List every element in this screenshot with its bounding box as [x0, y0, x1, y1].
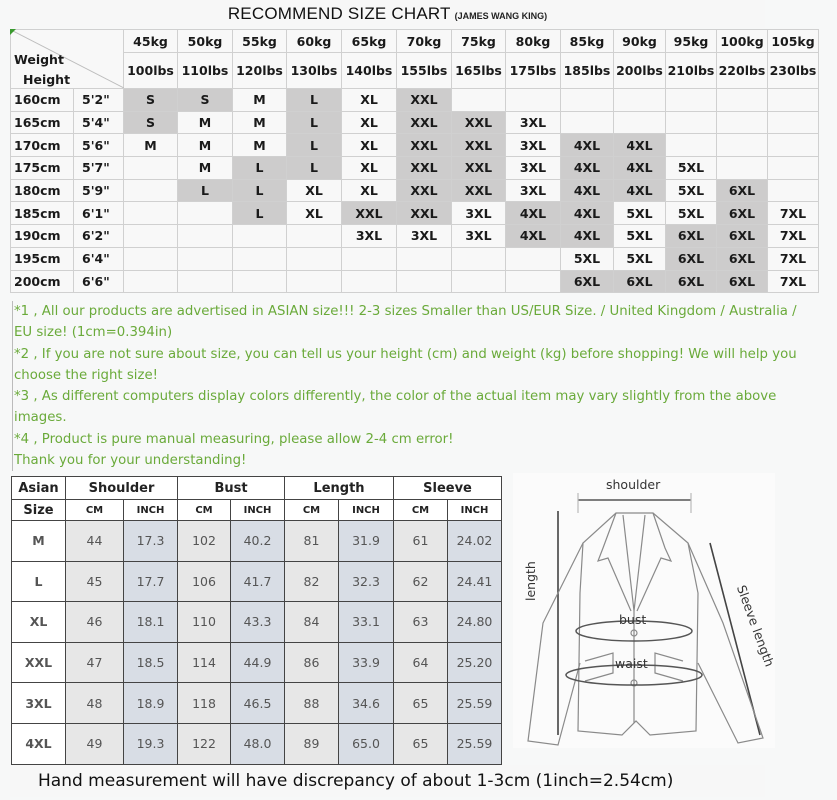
size-cell	[506, 89, 561, 112]
size-cell	[768, 134, 819, 157]
measure-group-header-row	[12, 477, 502, 500]
unit-cm: CM	[178, 500, 231, 521]
height-cm: 195cm	[11, 247, 74, 270]
size-cell: 3XL	[506, 179, 561, 202]
measurement-row	[12, 723, 502, 764]
size-cell	[397, 247, 452, 270]
size-cell: XXL	[397, 89, 452, 112]
measure-cm-cell: 102	[178, 521, 231, 562]
measure-inch-cell: 24.02	[448, 521, 502, 562]
size-cell	[614, 111, 666, 134]
measure-cm-cell: 65	[394, 683, 448, 724]
measure-inch-cell: 18.9	[124, 683, 178, 724]
bust-label: bust	[619, 612, 647, 627]
unit-inch: INCH	[124, 500, 178, 521]
height-cm: 185cm	[11, 202, 74, 225]
measure-inch-cell: 17.7	[124, 561, 178, 602]
measure-inch-cell: 31.9	[339, 521, 394, 562]
measure-cm-cell: 65	[394, 723, 448, 764]
weight-height-corner	[11, 30, 124, 89]
size-label: XXL	[12, 642, 66, 683]
size-cell	[233, 225, 287, 248]
size-cell: 6XL	[717, 179, 768, 202]
height-ft: 5'9"	[74, 179, 124, 202]
measure-cm-cell: 86	[285, 642, 339, 683]
size-cell	[124, 225, 178, 248]
size-cell: L	[233, 202, 287, 225]
measure-inch-cell: 25.20	[448, 642, 502, 683]
height-ft: 6'2"	[74, 225, 124, 248]
size-chart-row	[11, 225, 819, 248]
recommend-size-table	[10, 29, 819, 293]
weight-lbs-header: 140lbs	[342, 53, 397, 89]
size-cell: 7XL	[768, 247, 819, 270]
size-cell	[561, 89, 614, 112]
size-cell	[287, 247, 342, 270]
height-cm: 170cm	[11, 134, 74, 157]
measurement-row	[12, 602, 502, 643]
measurement-row	[12, 642, 502, 683]
size-chart-row	[11, 111, 819, 134]
size-cell: XXL	[397, 202, 452, 225]
measure-cm-cell: 45	[66, 561, 124, 602]
size-cell	[614, 89, 666, 112]
size-cell: XXL	[452, 157, 506, 180]
weight-kg-header: 55kg	[233, 30, 287, 53]
measure-cm-cell: 114	[178, 642, 231, 683]
size-cell: XL	[342, 157, 397, 180]
measure-cm-cell: 44	[66, 521, 124, 562]
size-cell: 5XL	[666, 179, 717, 202]
measure-inch-cell: 33.9	[339, 642, 394, 683]
weight-lbs-header: 100lbs	[124, 53, 178, 89]
weight-lbs-header: 110lbs	[178, 53, 233, 89]
size-cell: 7XL	[768, 225, 819, 248]
size-cell: 5XL	[666, 202, 717, 225]
size-cell: 3XL	[397, 225, 452, 248]
size-cell	[124, 179, 178, 202]
shoulder-label: shoulder	[606, 477, 661, 492]
size-cell: 7XL	[768, 202, 819, 225]
size-cell	[452, 89, 506, 112]
measure-inch-cell: 18.1	[124, 602, 178, 643]
size-cell	[178, 225, 233, 248]
bust-header: Bust	[178, 477, 285, 500]
measure-cm-cell: 64	[394, 642, 448, 683]
measure-inch-cell: 48.0	[231, 723, 285, 764]
size-cell: XL	[342, 111, 397, 134]
size-cell: 4XL	[614, 134, 666, 157]
measure-cm-cell: 63	[394, 602, 448, 643]
brand-label: (JAMES WANG KING)	[454, 11, 548, 21]
height-ft: 5'7"	[74, 157, 124, 180]
weight-kg-header-row	[11, 30, 819, 53]
size-cell: XL	[287, 202, 342, 225]
size-cell	[233, 247, 287, 270]
size-label: 3XL	[12, 683, 66, 724]
measurement-row	[12, 683, 502, 724]
unit-inch: INCH	[231, 500, 285, 521]
weight-lbs-header-row	[11, 53, 819, 89]
notes-section	[12, 301, 819, 471]
height-cm: 160cm	[11, 89, 74, 112]
size-cell	[342, 270, 397, 293]
size-cell	[717, 89, 768, 112]
size-cell	[666, 89, 717, 112]
size-cell	[178, 247, 233, 270]
weight-kg-header: 95kg	[666, 30, 717, 53]
size-cell: 6XL	[614, 270, 666, 293]
size-cell: L	[287, 157, 342, 180]
size-cell: L	[287, 134, 342, 157]
size-cell: L	[233, 179, 287, 202]
measure-inch-cell: 18.5	[124, 642, 178, 683]
measure-cm-cell: 106	[178, 561, 231, 602]
size-cell	[561, 111, 614, 134]
size-cell: M	[233, 89, 287, 112]
unit-cm: CM	[66, 500, 124, 521]
size-cell: 5XL	[666, 157, 717, 180]
size-cell	[768, 157, 819, 180]
size-cell: S	[124, 111, 178, 134]
height-cm: 180cm	[11, 179, 74, 202]
size-cell: M	[178, 111, 233, 134]
note-3: *3 , As different computers display colors differently, the color of the actual item may vary slightly from the above images.	[14, 389, 777, 426]
height-cm: 165cm	[11, 111, 74, 134]
weight-kg-header: 75kg	[452, 30, 506, 53]
size-cell	[233, 270, 287, 293]
size-cell: 4XL	[614, 157, 666, 180]
size-cell: 6XL	[666, 225, 717, 248]
size-cell	[506, 247, 561, 270]
size-cell: XXL	[397, 157, 452, 180]
measure-cm-cell: 81	[285, 521, 339, 562]
height-ft: 6'1"	[74, 202, 124, 225]
size-cell	[452, 270, 506, 293]
size-cell: 4XL	[561, 134, 614, 157]
measure-cm-cell: 48	[66, 683, 124, 724]
height-ft: 5'6"	[74, 134, 124, 157]
weight-lbs-header: 185lbs	[561, 53, 614, 89]
height-ft: 6'6"	[74, 270, 124, 293]
size-cell: L	[233, 157, 287, 180]
size-cell: XL	[342, 134, 397, 157]
size-label: XL	[12, 602, 66, 643]
sleeve-header: Sleeve	[394, 477, 502, 500]
weight-kg-header: 85kg	[561, 30, 614, 53]
size-cell	[717, 157, 768, 180]
unit-inch: INCH	[339, 500, 394, 521]
size-cell	[124, 270, 178, 293]
size-cell: 7XL	[768, 270, 819, 293]
measure-inch-cell: 25.59	[448, 723, 502, 764]
size-cell	[717, 134, 768, 157]
weight-lbs-header: 165lbs	[452, 53, 506, 89]
size-cell: L	[287, 89, 342, 112]
measure-inch-cell: 41.7	[231, 561, 285, 602]
weight-lbs-header: 130lbs	[287, 53, 342, 89]
size-cell: M	[233, 134, 287, 157]
size-chart-row	[11, 202, 819, 225]
size-cell: S	[124, 89, 178, 112]
corner-marker-icon	[10, 29, 16, 35]
size-chart-row	[11, 179, 819, 202]
weight-lbs-header: 200lbs	[614, 53, 666, 89]
size-chart-row	[11, 134, 819, 157]
sleeve-length-label: Sleeve length	[733, 583, 778, 669]
note-2: *2 , If you are not sure about size, you can tell us your height (cm) and weight (kg) before shopping! We will help you choose the right size!	[14, 346, 797, 383]
weight-kg-header: 50kg	[178, 30, 233, 53]
unit-inch: INCH	[448, 500, 502, 521]
size-cell: XL	[287, 179, 342, 202]
measure-cm-cell: 46	[66, 602, 124, 643]
size-cell: 6XL	[666, 247, 717, 270]
size-cell: 6XL	[717, 202, 768, 225]
measure-inch-cell: 24.80	[448, 602, 502, 643]
size-cell: 4XL	[561, 202, 614, 225]
size-cell: 3XL	[342, 225, 397, 248]
size-cell: XXL	[397, 134, 452, 157]
unit-cm: CM	[285, 500, 339, 521]
size-cell: 4XL	[561, 157, 614, 180]
weight-lbs-header: 210lbs	[666, 53, 717, 89]
height-cm: 200cm	[11, 270, 74, 293]
size-chart-row	[11, 157, 819, 180]
size-cell: XL	[342, 89, 397, 112]
weight-lbs-header: 175lbs	[506, 53, 561, 89]
measure-cm-cell: 62	[394, 561, 448, 602]
size-chart-row	[11, 247, 819, 270]
footer-caption: Hand measurement will have discrepancy of about 1-3cm (1inch=2.54cm)	[10, 765, 765, 797]
size-cell	[506, 270, 561, 293]
size-cell	[287, 225, 342, 248]
asian-label: Asian	[12, 477, 66, 500]
jacket-outline-icon	[513, 473, 778, 748]
size-cell	[666, 111, 717, 134]
height-label: Height	[23, 72, 71, 87]
height-cm: 175cm	[11, 157, 74, 180]
measure-inch-cell: 19.3	[124, 723, 178, 764]
size-cell	[342, 247, 397, 270]
size-cell: M	[124, 134, 178, 157]
measure-inch-cell: 33.1	[339, 602, 394, 643]
measure-cm-cell: 122	[178, 723, 231, 764]
height-ft: 5'2"	[74, 89, 124, 112]
measure-cm-cell: 118	[178, 683, 231, 724]
size-cell	[768, 111, 819, 134]
weight-lbs-header: 230lbs	[768, 53, 819, 89]
weight-kg-header: 90kg	[614, 30, 666, 53]
height-ft: 6'4"	[74, 247, 124, 270]
measure-cm-cell: 84	[285, 602, 339, 643]
measure-inch-cell: 44.9	[231, 642, 285, 683]
note-1: *1 , All our products are advertised in ASIAN size!!! 2-3 sizes Smaller than US/EUR Size. / United Kingdom / Australia / EU size! (1cm=0.394in)	[14, 304, 797, 341]
note-thanks: Thank you for your understanding!	[14, 453, 247, 469]
size-label: Size	[12, 500, 66, 521]
size-cell: L	[178, 179, 233, 202]
weight-lbs-header: 220lbs	[717, 53, 768, 89]
size-cell: 5XL	[614, 247, 666, 270]
size-cell: XL	[342, 179, 397, 202]
weight-kg-header: 70kg	[397, 30, 452, 53]
measurement-table	[11, 476, 502, 765]
size-cell: XXL	[397, 111, 452, 134]
size-cell	[124, 247, 178, 270]
size-cell: XXL	[452, 134, 506, 157]
size-cell	[397, 270, 452, 293]
size-cell	[124, 202, 178, 225]
measure-cm-cell: 49	[66, 723, 124, 764]
size-cell: 4XL	[561, 179, 614, 202]
measure-inch-cell: 43.3	[231, 602, 285, 643]
size-cell: L	[287, 111, 342, 134]
size-label: L	[12, 561, 66, 602]
weight-label: Weight	[14, 52, 64, 67]
height-ft: 5'4"	[74, 111, 124, 134]
measure-inch-cell: 25.59	[448, 683, 502, 724]
size-cell	[768, 89, 819, 112]
size-cell: XXL	[452, 179, 506, 202]
measure-cm-cell: 61	[394, 521, 448, 562]
size-cell: M	[178, 134, 233, 157]
size-cell	[287, 270, 342, 293]
measurement-row	[12, 521, 502, 562]
size-cell: XXL	[342, 202, 397, 225]
size-cell	[178, 270, 233, 293]
size-cell: 6XL	[717, 247, 768, 270]
size-cell: 3XL	[506, 111, 561, 134]
size-chart-row	[11, 270, 819, 293]
size-cell	[666, 134, 717, 157]
measure-inch-cell: 24.41	[448, 561, 502, 602]
height-cm: 190cm	[11, 225, 74, 248]
size-cell: S	[178, 89, 233, 112]
measure-inch-cell: 65.0	[339, 723, 394, 764]
size-cell: 6XL	[666, 270, 717, 293]
measure-cm-cell: 88	[285, 683, 339, 724]
measure-inch-cell: 34.6	[339, 683, 394, 724]
measure-inch-cell: 17.3	[124, 521, 178, 562]
size-cell	[178, 202, 233, 225]
size-cell: 5XL	[614, 202, 666, 225]
unit-cm: CM	[394, 500, 448, 521]
size-cell: 4XL	[506, 202, 561, 225]
size-cell: M	[178, 157, 233, 180]
size-cell: 6XL	[717, 225, 768, 248]
note-4: *4 , Product is pure manual measuring, please allow 2-4 cm error!	[14, 431, 454, 447]
size-cell: XXL	[397, 179, 452, 202]
measurement-row	[12, 561, 502, 602]
size-cell: 6XL	[561, 270, 614, 293]
weight-kg-header: 80kg	[506, 30, 561, 53]
jacket-diagram	[513, 473, 778, 748]
title-bar	[10, 0, 765, 28]
measure-inch-cell: 32.3	[339, 561, 394, 602]
size-chart-row	[11, 89, 819, 112]
measure-cm-cell: 47	[66, 642, 124, 683]
size-cell: 3XL	[452, 225, 506, 248]
measure-cm-cell: 110	[178, 602, 231, 643]
measure-unit-header-row	[12, 500, 502, 521]
weight-lbs-header: 155lbs	[397, 53, 452, 89]
size-cell	[768, 179, 819, 202]
weight-kg-header: 100kg	[717, 30, 768, 53]
measure-cm-cell: 82	[285, 561, 339, 602]
length-header: Length	[285, 477, 394, 500]
measure-inch-cell: 40.2	[231, 521, 285, 562]
size-cell	[124, 157, 178, 180]
size-cell: 4XL	[614, 179, 666, 202]
size-cell: XXL	[452, 111, 506, 134]
shoulder-header: Shoulder	[66, 477, 178, 500]
size-cell: 3XL	[506, 157, 561, 180]
measure-inch-cell: 46.5	[231, 683, 285, 724]
weight-kg-header: 65kg	[342, 30, 397, 53]
size-cell: 3XL	[506, 134, 561, 157]
size-cell: 5XL	[561, 247, 614, 270]
weight-lbs-header: 120lbs	[233, 53, 287, 89]
size-cell: 6XL	[717, 270, 768, 293]
size-label: 4XL	[12, 723, 66, 764]
page-title: RECOMMEND SIZE CHART	[227, 4, 451, 23]
size-cell: M	[233, 111, 287, 134]
measure-cm-cell: 89	[285, 723, 339, 764]
weight-kg-header: 105kg	[768, 30, 819, 53]
size-label: M	[12, 521, 66, 562]
size-cell: 5XL	[614, 225, 666, 248]
waist-label: waist	[615, 656, 648, 671]
size-cell: 4XL	[561, 225, 614, 248]
length-label: length	[523, 561, 538, 601]
size-cell	[452, 247, 506, 270]
weight-kg-header: 45kg	[124, 30, 178, 53]
weight-kg-header: 60kg	[287, 30, 342, 53]
size-cell: 4XL	[506, 225, 561, 248]
size-cell: 3XL	[452, 202, 506, 225]
size-cell	[717, 111, 768, 134]
